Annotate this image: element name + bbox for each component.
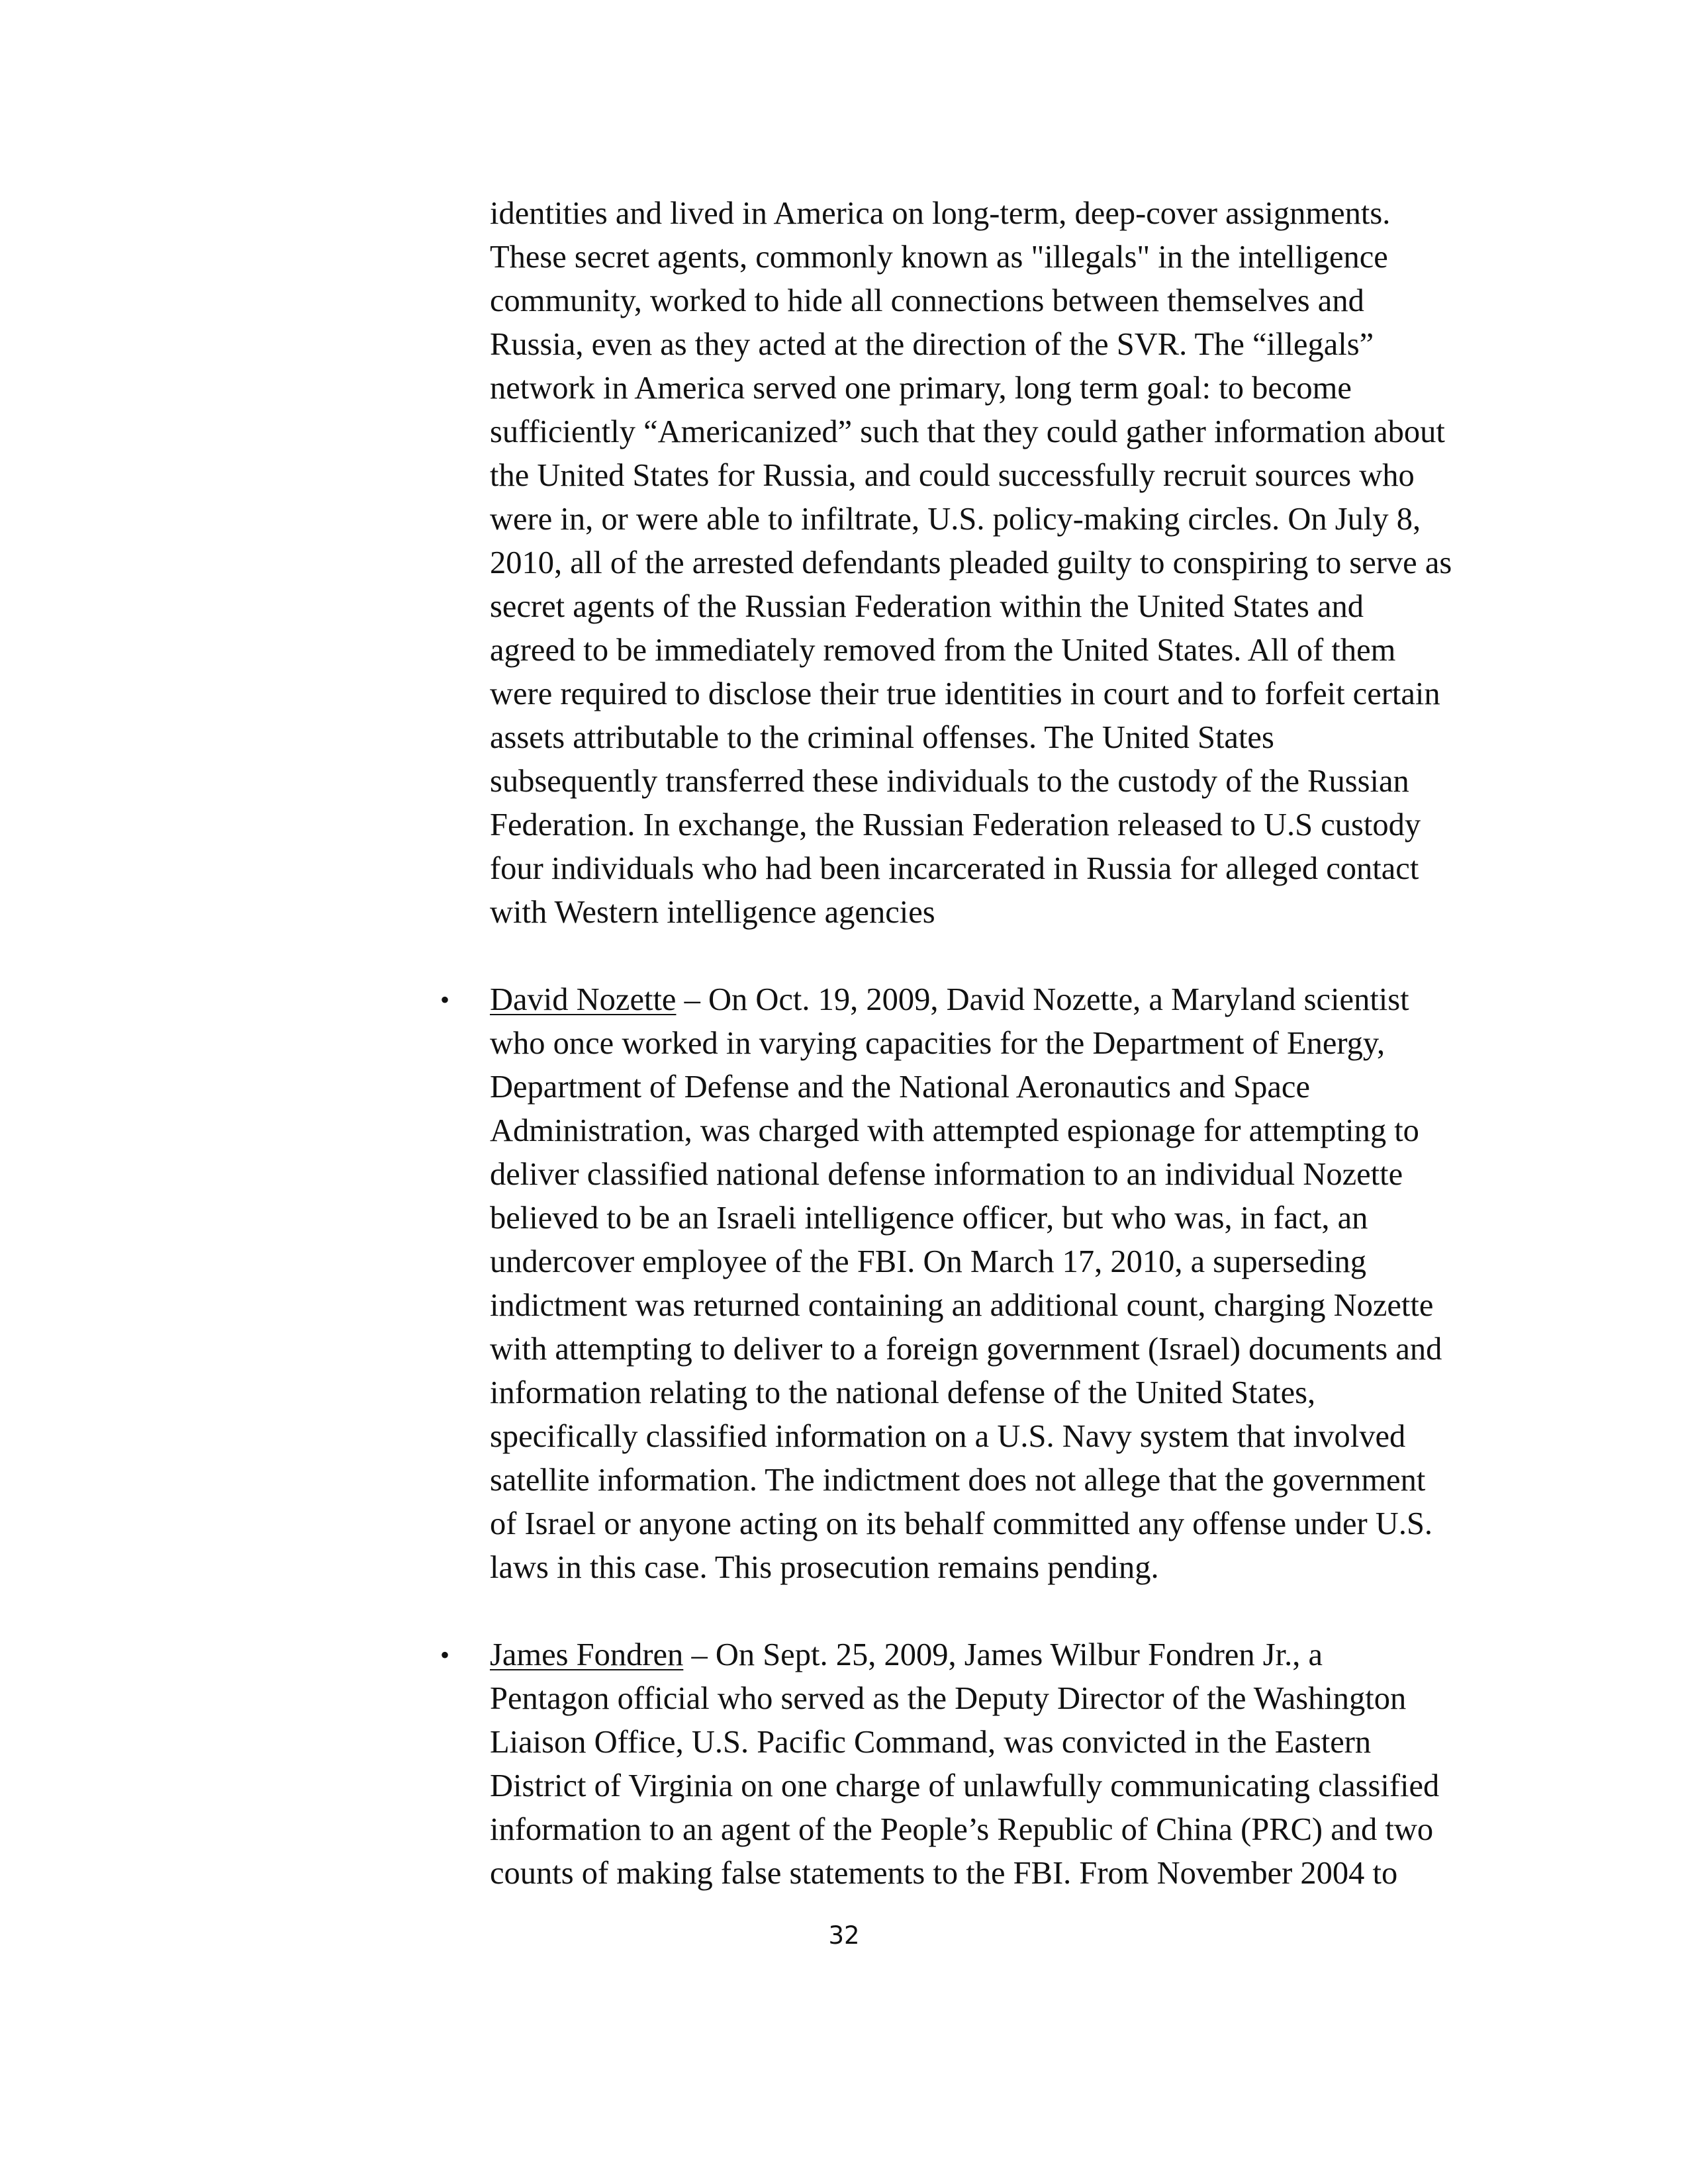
text-line: community, worked to hide all connections between themselves and — [490, 283, 1364, 318]
text-line: specifically classified information on a U.S. Navy system that involved — [490, 1419, 1406, 1454]
text-line: who once worked in varying capacities for the Department of Energy, — [490, 1026, 1385, 1061]
text-line: Federation. In exchange, the Russian Federation released to U.S custody — [490, 807, 1421, 842]
text-line: four individuals who had been incarcerated in Russia for alleged contact — [490, 851, 1419, 886]
text-line: secret agents of the Russian Federation within the United States and — [490, 589, 1364, 624]
text-line: identities and lived in America on long-term, deep-cover assignments. — [490, 196, 1391, 231]
text-line: undercover employee of the FBI. On March 17, 2010, a superseding — [490, 1244, 1366, 1279]
case-name-nozette: David Nozette — [490, 982, 677, 1017]
text-line: Russia, even as they acted at the direction of the SVR. The “illegals” — [490, 327, 1374, 362]
page-number: 32 — [828, 1921, 860, 1950]
text-line: 2010, all of the arrested defendants pleaded guilty to conspiring to serve as — [490, 545, 1452, 580]
text-line: with Western intelligence agencies — [490, 895, 935, 930]
bullet-first-line-text: – On Oct. 19, 2009, David Nozette, a Maryland scientist — [676, 982, 1409, 1017]
bullet-item-nozette — [440, 978, 1483, 1590]
text-line: believed to be an Israeli intelligence officer, but who was, in fact, an — [490, 1201, 1368, 1236]
text-line: information to an agent of the People’s Republic of China (PRC) and two — [490, 1812, 1434, 1847]
text-line: the United States for Russia, and could successfully recruit sources who — [490, 458, 1415, 493]
bullet-icon: • — [440, 985, 449, 1015]
text-line: with attempting to deliver to a foreign government (Israel) documents and — [490, 1332, 1442, 1367]
text-line: satellite information. The indictment does not allege that the government — [490, 1463, 1426, 1498]
bullet-first-line-text: – On Sept. 25, 2009, James Wilbur Fondren Jr., a — [683, 1637, 1323, 1672]
text-line: of Israel or anyone acting on its behalf committed any offense under U.S. — [490, 1506, 1433, 1541]
text-line: indictment was returned containing an additional count, charging Nozette — [490, 1288, 1434, 1323]
text-line: assets attributable to the criminal offenses. The United States — [490, 720, 1274, 755]
bullet-first-line — [490, 978, 1483, 1022]
text-line: network in America served one primary, long term goal: to become — [490, 371, 1352, 406]
text-line: counts of making false statements to the FBI. From November 2004 to — [490, 1856, 1398, 1891]
bullet-first-line — [490, 1633, 1483, 1677]
text-line: information relating to the national defense of the United States, — [490, 1375, 1316, 1410]
document-body — [440, 192, 1483, 1895]
text-line: Administration, was charged with attempted espionage for attempting to — [490, 1113, 1419, 1148]
text-line: were in, or were able to infiltrate, U.S. policy-making circles. On July 8, — [490, 502, 1421, 537]
text-line: Department of Defense and the National Aeronautics and Space — [490, 1069, 1310, 1105]
text-line: Pentagon official who served as the Deputy Director of the Washington — [490, 1681, 1407, 1716]
bullet-item-fondren — [440, 1633, 1483, 1895]
text-line: were required to disclose their true identities in court and to forfeit certain — [490, 676, 1440, 711]
text-line: agreed to be immediately removed from the United States. All of them — [490, 633, 1396, 668]
text-line: laws in this case. This prosecution remains pending. — [490, 1550, 1159, 1585]
text-line: subsequently transferred these individuals to the custody of the Russian — [490, 764, 1409, 799]
case-name-fondren: James Fondren — [490, 1637, 684, 1672]
text-line: sufficiently “Americanized” such that they could gather information about — [490, 414, 1445, 449]
text-line: These secret agents, commonly known as "illegals" in the intelligence — [490, 240, 1388, 275]
bullet-icon: • — [440, 1640, 449, 1670]
text-line: District of Virginia on one charge of unlawfully communicating classified — [490, 1768, 1440, 1803]
continuation-paragraph — [490, 192, 1483, 934]
text-line: Liaison Office, U.S. Pacific Command, was convicted in the Eastern — [490, 1725, 1372, 1760]
text-line: deliver classified national defense information to an individual Nozette — [490, 1157, 1403, 1192]
